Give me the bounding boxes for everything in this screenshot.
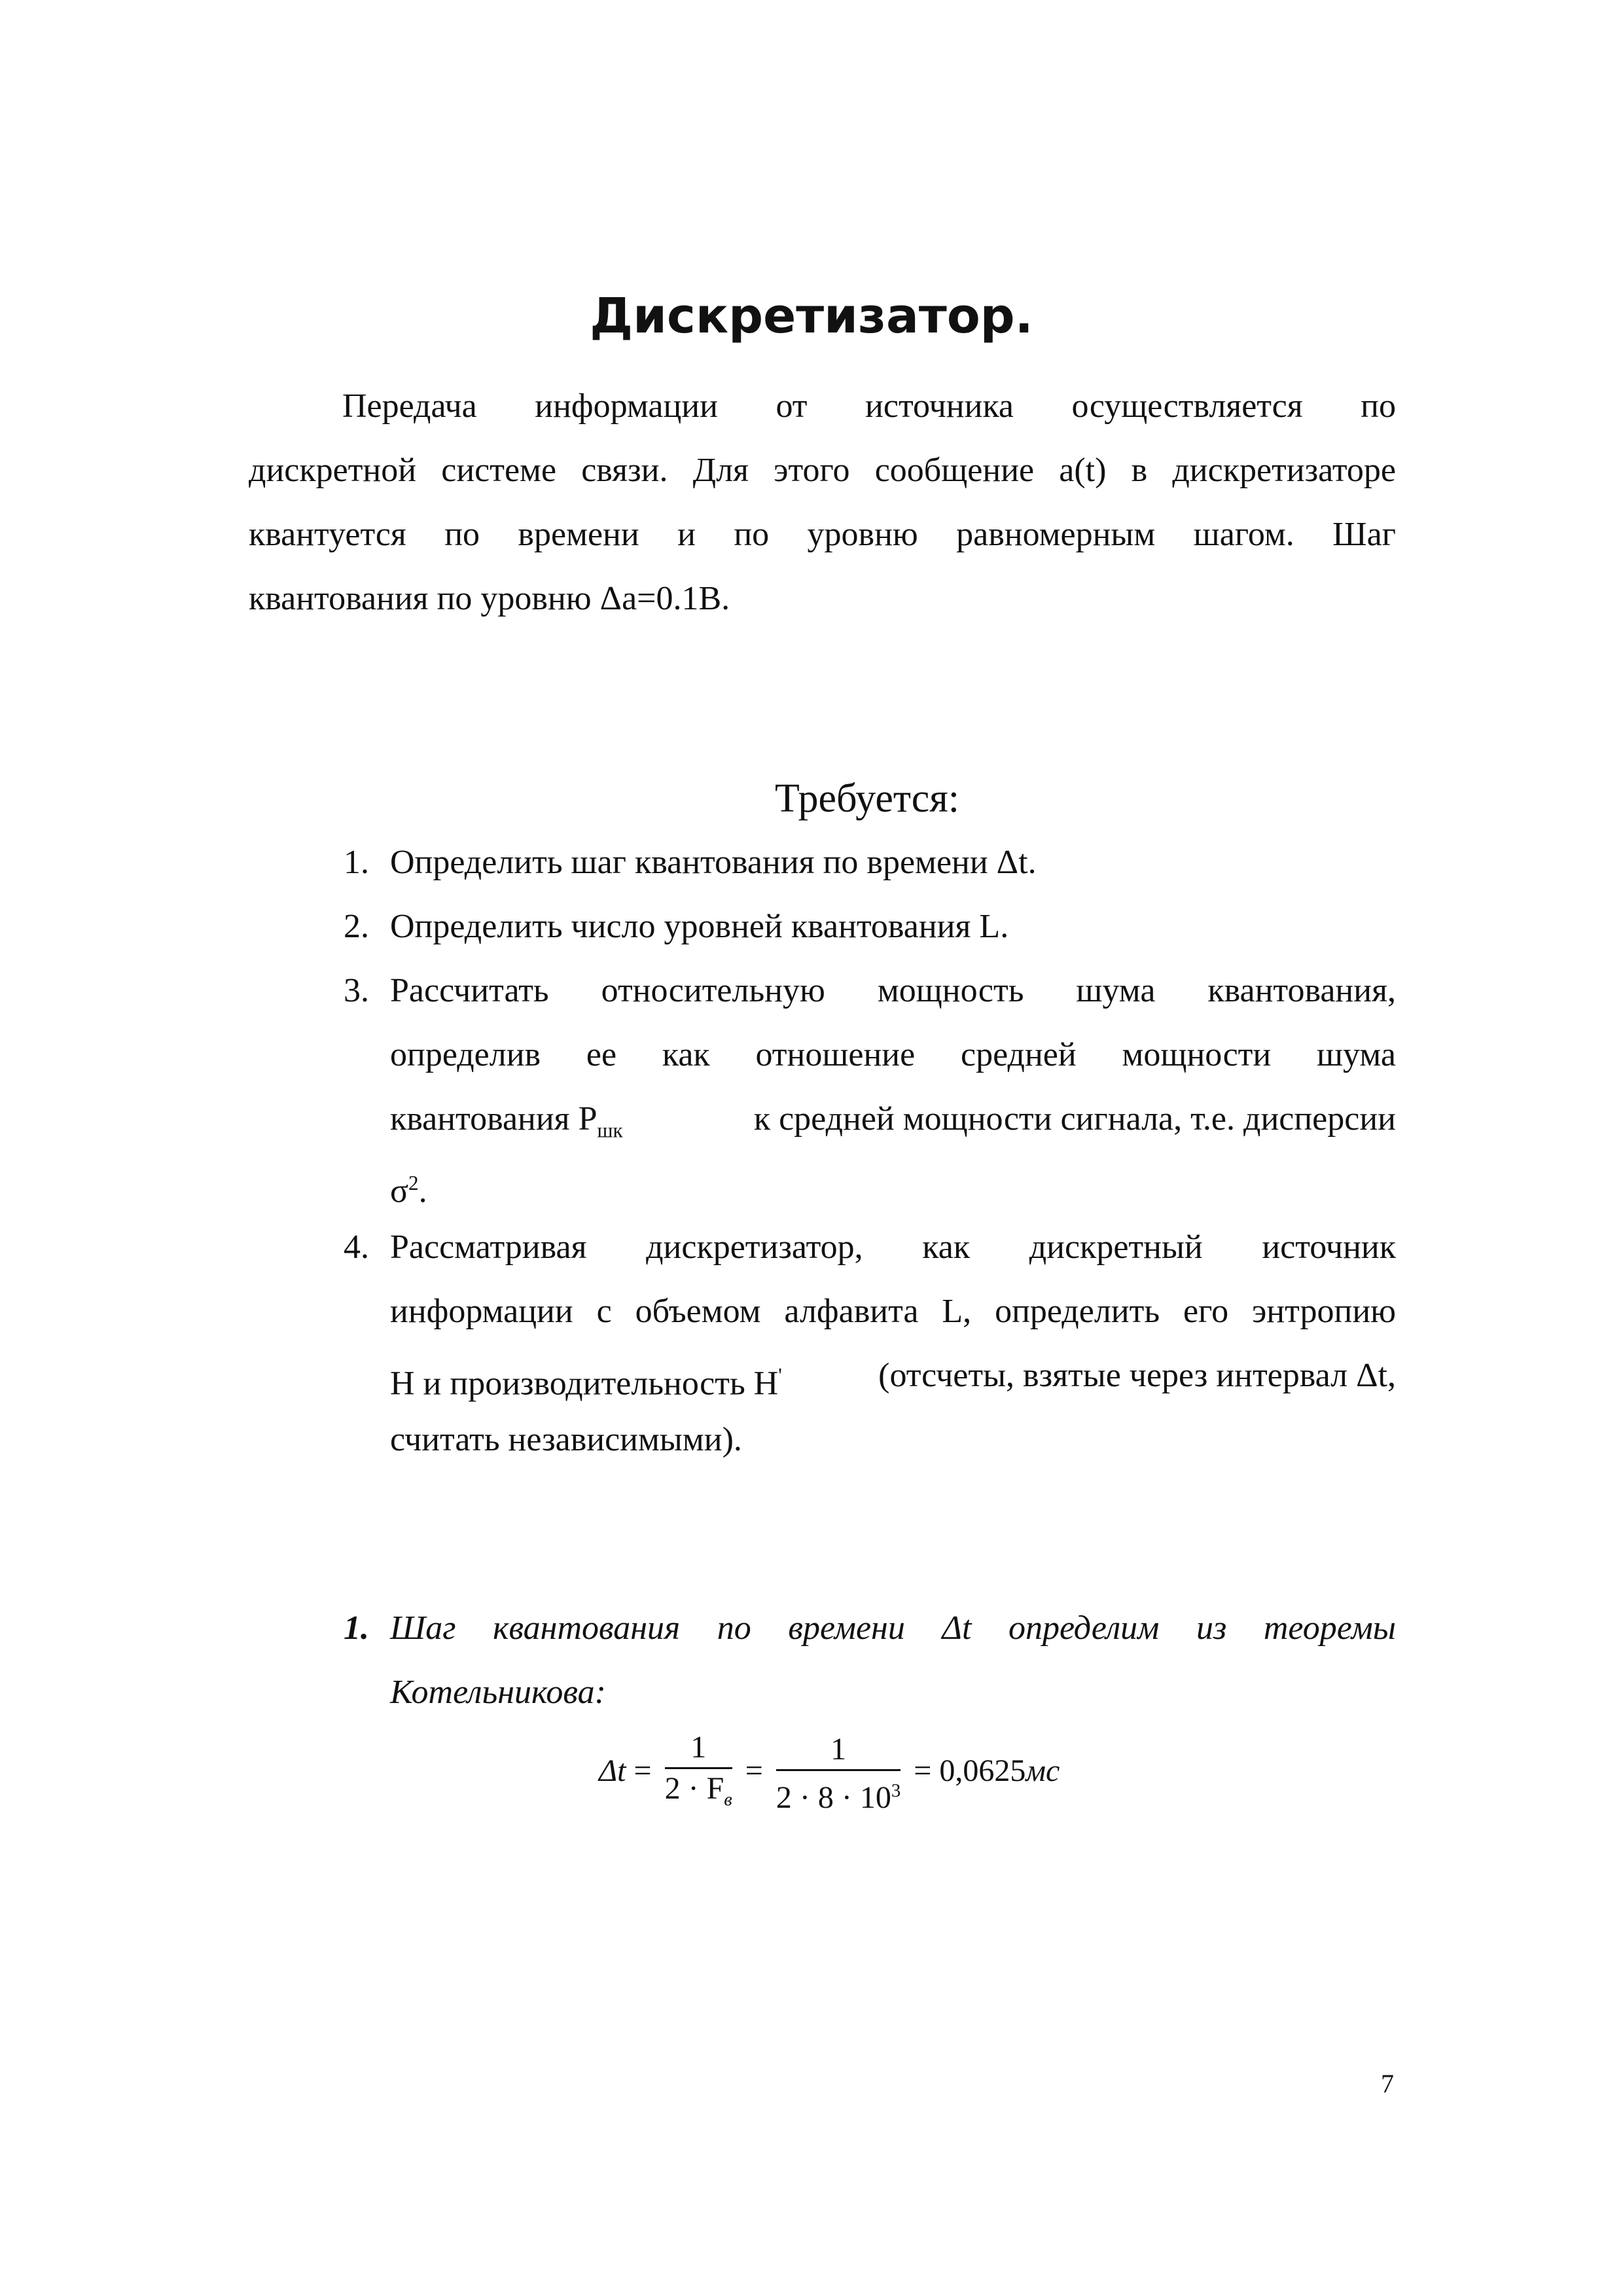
item-text-line bbox=[390, 1356, 1396, 1403]
intro-line: Передача информации от источника осуществляется по bbox=[342, 387, 1396, 425]
result: 0,0625 bbox=[939, 1753, 1026, 1788]
unit: мс bbox=[1026, 1753, 1060, 1788]
denominator bbox=[776, 1771, 901, 1818]
item-number: 4. bbox=[344, 1229, 369, 1266]
item-text: определив ее как отношение средней мощности шума bbox=[390, 1036, 1396, 1073]
sigma: σ bbox=[390, 1172, 409, 1210]
intro-line: квантования по уровню Δa=0.1В. bbox=[249, 580, 730, 617]
item-text: H и производительность H bbox=[390, 1365, 779, 1403]
intro-line: квантуется по времени и по уровню равномерным шагом. Шаг bbox=[249, 516, 1396, 553]
item-text: Определить число уровней квантования L. bbox=[390, 908, 1009, 945]
fraction bbox=[776, 1730, 901, 1818]
item-number: 2. bbox=[344, 908, 369, 945]
solution-number: 1. bbox=[344, 1609, 369, 1647]
equals: = bbox=[745, 1753, 763, 1788]
prime: ' bbox=[778, 1364, 782, 1387]
exponent: 3 bbox=[891, 1780, 901, 1801]
intro-line: дискретной системе связи. Для этого сообщение a(t) в дискретизаторе bbox=[249, 452, 1396, 489]
item-number: 1. bbox=[344, 844, 369, 881]
item-number: 3. bbox=[344, 972, 369, 1009]
item-text-line bbox=[390, 1100, 1396, 1150]
equals: = bbox=[633, 1753, 652, 1788]
item-text-line bbox=[390, 1164, 427, 1211]
numerator: 1 bbox=[665, 1728, 732, 1769]
denominator-text: 2 · 8 · 10 bbox=[776, 1780, 891, 1815]
page-title: Дискретизатор. bbox=[590, 288, 1033, 344]
equals: = bbox=[914, 1753, 932, 1788]
required-heading: Требуется: bbox=[774, 776, 960, 821]
period: . bbox=[418, 1172, 427, 1210]
numerator: 1 bbox=[776, 1730, 901, 1771]
item-text: информации с объемом алфавита L, определить его энтропию bbox=[390, 1293, 1396, 1330]
superscript: 2 bbox=[408, 1172, 419, 1194]
fraction bbox=[665, 1728, 732, 1820]
item-text: к средней мощности сигнала, т.е. дисперсии bbox=[753, 1100, 1396, 1138]
subscript: в bbox=[724, 1789, 732, 1810]
item-text: Рассчитать относительную мощность шума квантования, bbox=[390, 972, 1396, 1009]
denominator-text: 2 · F bbox=[664, 1771, 724, 1806]
item-text: (отсчеты, взятые через интервал Δt, bbox=[878, 1357, 1396, 1394]
item-text: Рассматривая дискретизатор, как дискретный источник bbox=[390, 1229, 1396, 1266]
solution-text: Котельникова: bbox=[390, 1674, 606, 1711]
item-text: квантования P bbox=[390, 1100, 597, 1138]
denominator bbox=[665, 1769, 732, 1820]
item-text: считать независимыми). bbox=[390, 1421, 742, 1458]
formula bbox=[599, 1728, 1060, 1820]
subscript: шк bbox=[597, 1119, 623, 1142]
page-number: 7 bbox=[1381, 2069, 1394, 2098]
solution-text: Шаг квантования по времени Δt определим из теоремы bbox=[390, 1609, 1396, 1647]
item-text: Определить шаг квантования по времени Δt. bbox=[390, 844, 1037, 881]
formula-lhs: Δt bbox=[599, 1753, 626, 1788]
